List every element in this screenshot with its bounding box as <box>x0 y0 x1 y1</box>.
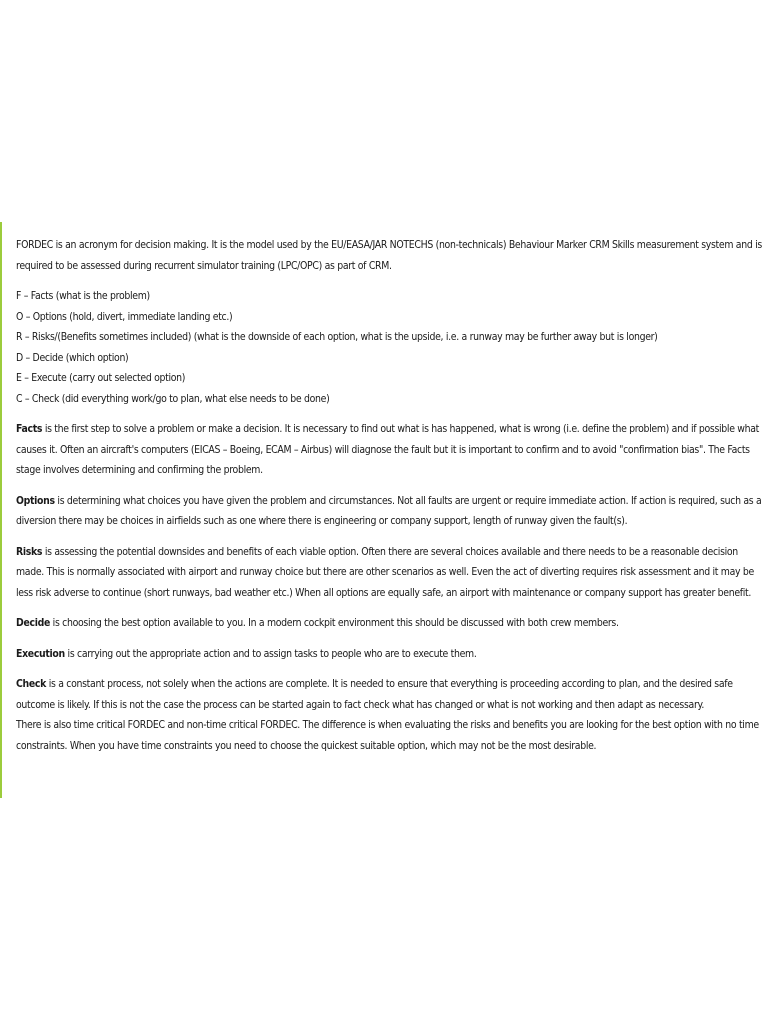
options-term: Options <box>16 494 55 507</box>
check-text: is a constant process, not solely when the actions are complete. It is needed to ensure that everything is proceeding according to plan, and the desired safe outcome is likely. If this is not the case the process can be started again to fact check what has changed or what is not working and then adapt as necessary. <box>16 678 733 711</box>
list-item-d: D – Decide (which option) <box>16 351 129 364</box>
facts-paragraph <box>16 419 763 481</box>
list-item-e: E – Execute (carry out selected option) <box>16 372 186 384</box>
check-paragraph <box>16 674 763 715</box>
options-paragraph <box>16 491 763 532</box>
facts-text: is the first step to solve a problem or make a decision. It is necessary to find out what is has happened, what is wrong (i.e. define the problem) and if possible what causes it. Often an aircraft's computers (EICAS – Boeing, ECAM – Airbus) will diagnose the fault but it is important to confirm and to avoid "confirmation bias". The Facts stage involves determining and confirming the problem. <box>16 423 760 476</box>
list-item-f: F – Facts (what is the problem) <box>16 290 150 302</box>
options-text: is determining what choices you have given the problem and circumstances. Not all faults are urgent or require immediate action. If action is required, such as a diversion there may be choices in airfields such as one where there is engineering or company support, length of runway given the fault(s). <box>16 494 762 527</box>
document-body <box>16 235 763 756</box>
execution-text: is carrying out the appropriate action and to assign tasks to people who are to execute them. <box>64 647 477 660</box>
decide-term: Decide <box>16 617 51 629</box>
execution-term: Execution <box>16 647 65 660</box>
list-item-o: O – Options (hold, divert, immediate landing etc.) <box>16 310 233 323</box>
check-term: Check <box>16 678 47 690</box>
decide-text: is choosing the best option available to you. In a modern cockpit environment this should be discussed with both crew members. <box>50 617 619 629</box>
risks-term: Risks <box>16 545 43 558</box>
intro-paragraph: FORDEC is an acronym for decision making. It is the model used by the EU/EASA/JAR NOTECHS (non-technicals) Behaviour Marker CRM Skills measurement system and is required to be assessed during recurrent simulator training (LPC/OPC) as part of CRM. <box>16 239 762 272</box>
facts-term: Facts <box>16 423 43 435</box>
fordec-list <box>16 286 763 409</box>
closing-paragraph: There is also time critical FORDEC and non-time critical FORDEC. The difference is when evaluating the risks and benefits you are looking for the best option with no time constraints. When you have time constraints you need to choose the quickest suitable option, which may not be the most desirable. <box>16 719 759 752</box>
list-item-c: C – Check (did everything work/go to plan, what else needs to be done) <box>16 392 330 405</box>
accent-line <box>0 222 2 798</box>
risks-text: is assessing the potential downsides and benefits of each viable option. Often there are several choices available and there needs to be a reasonable decision made. This is normally associated with airport and runway choice but there are other scenarios as well. Even the act of diverting requires risk assessment and it may be less risk adverse to continue (short runways, bad weather etc.) When all options are equally safe, an airport with maintenance or company support has greater benefit. <box>16 545 754 599</box>
risks-paragraph <box>16 542 763 604</box>
decide-paragraph <box>16 613 763 634</box>
execution-paragraph <box>16 644 763 665</box>
list-item-r: R – Risks/(Benefits sometimes included) (what is the downside of each option, what is the upside, i.e. a runway may be further away but is longer) <box>16 331 658 343</box>
